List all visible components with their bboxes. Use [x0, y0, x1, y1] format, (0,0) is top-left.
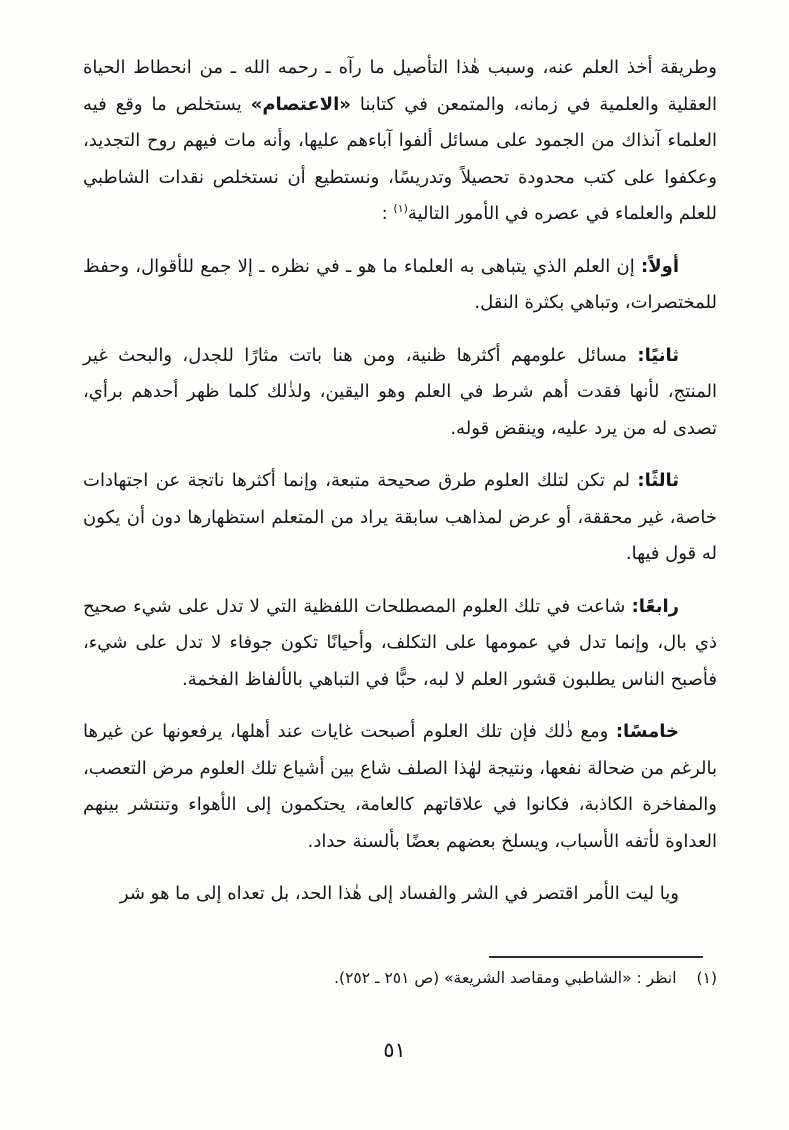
list-item-third	[83, 463, 717, 573]
footnote-text: انظر : «الشاطبي ومقاصد الشريعة» (ص ٢٥١ ـ ٢٥٢).	[334, 969, 677, 987]
page-number: ٥١	[383, 1038, 406, 1062]
item-lead: رابعًا:	[631, 595, 679, 617]
closing-text: ويا ليت الأمر اقتصر في الشر والفساد إلى هٰذا الحد، بل تعداه إلى ما هو شر	[119, 883, 679, 904]
item-text: ومع ذٰلك فإن تلك العلوم أصبحت غايات عند أهلها، يرفعونها عن غيرها بالرغم من ضحالة نفعها، ونتيجة لهٰذا الصلف شاع بين أشياع تلك العلوم مرض التعصب، والمفاخرة الكاذبة، فكانوا في علاقاتهم كالعامة، يحتكمون إلى الأهواء وتنتشر بينهم العداوة لأتفه الأسباب، ويسلخ بعضهم بعضًا بألسنة حداد.	[83, 721, 717, 852]
item-lead: ثانيًا:	[637, 344, 679, 366]
item-text: شاعت في تلك العلوم المصطلحات اللفظية التي لا تدل على شيء صحيح ذي بال، وإنما تدل في عمومها على التكلف، وأحيانًا تكون جوفاء لا تدل على شيء، فأصبح الناس يطلبون قشور العلم لا لبه، حبًّا في التباهي بالألفاظ الفخمة.	[83, 595, 717, 690]
intro-text-2: يستخلص ما وقع فيه العلماء آنذاك من الجمود على مسائل ألفوا آباءهم عليها، وأنه مات فيهم روح التجديد، وعكفوا على كتب محدودة تحصيلاً وتدريسًا، ونستطيع أن نستخلص نقدات الشاطبي للعلم والعلماء في عصره في الأمور التالية	[83, 93, 717, 224]
book-title: «الاعتصام»	[250, 93, 351, 115]
footnote-number: (١)	[696, 969, 717, 987]
item-text: إن العلم الذي يتباهى به العلماء ما هو ـ في نظره ـ إلا جمع للأقوال، وحفظ للمختصرات، وتباهي بكثرة النقل.	[83, 255, 717, 313]
list-item-fifth	[83, 714, 717, 860]
intro-text-1: وطريقة أخذ العلم عنه، وسبب هٰذا التأصيل ما رآه ـ رحمه الله ـ من انحطاط الحياة العقلية والعلمية في زمانه، والمتمعن في كتابنا	[83, 57, 717, 115]
intro-text-3: :	[381, 203, 394, 224]
item-lead: أولاً:	[641, 255, 679, 277]
footnote	[83, 967, 717, 990]
paragraph-closing	[83, 876, 717, 913]
item-lead: ثالثًا:	[637, 470, 679, 491]
list-item-second	[83, 338, 717, 448]
list-item-first	[83, 249, 717, 322]
footnote-area	[83, 956, 717, 990]
footnote-divider	[489, 956, 703, 958]
list-item-fourth	[83, 589, 717, 699]
item-lead: خامسًا:	[615, 721, 679, 742]
item-text: لم تكن لتلك العلوم طرق صحيحة متبعة، وإنما أكثرها ناتجة عن اجتهادات خاصة، غير محققة، أو عرض لمذاهب سابقة يراد من المتعلم استظهارها دون أن يكون له قول فيها.	[83, 470, 717, 564]
body-text	[83, 50, 717, 929]
footnote-ref-marker: (١)	[393, 202, 408, 215]
paragraph-intro	[83, 50, 717, 233]
item-text: مسائل علومهم أكثرها ظنية، ومن هنا باتت مثارًا للجدل، والبحث غير المنتج، لأنها فقدت أهم شرط في العلم وهو اليقين، ولذٰلك كلما ظهر أحدهم برأي، تصدى له من يرد عليه، وينقض قوله.	[83, 344, 717, 439]
